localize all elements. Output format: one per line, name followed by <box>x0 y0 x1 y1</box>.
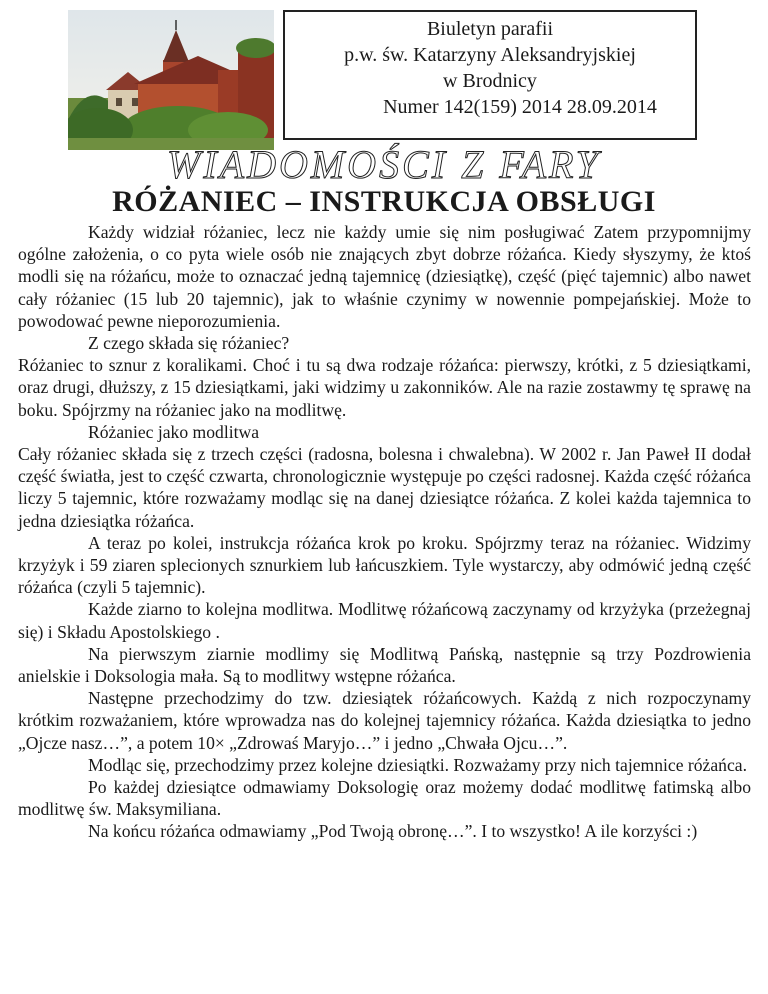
parish-name: p.w. św. Katarzyny Aleksandryjskiej <box>344 44 636 66</box>
bulletin-info-box <box>283 10 697 140</box>
article-title: RÓŻANIEC – INSTRUKCJA OBSŁUGI <box>112 185 656 218</box>
issue-number: Numer 142(159) 2014 28.09.2014 <box>383 96 657 118</box>
bulletin-name: Biuletyn parafii <box>426 18 554 40</box>
article-paragraph: Po każdej dziesiątce odmawiamy Doksologię oraz możemy dodać modlitwę fatimską albo modlitwę św. Maksymiliana. <box>18 777 751 820</box>
article-body <box>18 221 751 843</box>
article-paragraph: Cały różaniec składa się z trzech części (radosna, bolesna i chwalebna). W 2002 r. Jan Paweł II dodał część światła, jest to część czwarta, chronologicznie występuje po części radosnej. Każda część różańca liczy 5 tajemnic, które rozważamy modląc się na danej dziesiątce różańca. Z kolei każda tajemnica to jedna dziesiątka różańca. <box>18 444 751 531</box>
article-paragraph: Następne przechodzimy do tzw. dziesiątek różańcowych. Każdą z nich rozpoczynamy krótkim rozważaniem, które wprowadza nas do kolejnej tajemnicy różańca. Każda dziesiątka to jedno „Ojcze nasz…”, a potem 10× „Zdrowaś Maryjo…” i jedno „Chwała Ojcu…”. <box>18 688 751 753</box>
article-paragraph: Każdy widział różaniec, lecz nie każdy umie się nim posługiwać Zatem przypomnijmy ogólne założenia, o co pyta wiele osób nie znających zbyt dobrze różańca. Kiedy słyszymy, że ktoś modli się na różańcu, może to oznaczać jedną tajemnicę (dziesiątkę), część (pięć tajemnic) albo nawet cały różaniec (15 lub 20 tajemnic), jak to właśnie czynimy w nowennie pompejańskiej. Może to powodować pewne nieporozumienia. <box>18 222 751 331</box>
article-subheading: Różaniec jako modlitwa <box>88 421 259 442</box>
parish-location: w Brodnicy <box>443 70 537 92</box>
article-paragraph: Na końcu różańca odmawiamy „Pod Twoją obronę…”. I to wszystko! A ile korzyści :) <box>88 821 698 842</box>
article-paragraph: Modląc się, przechodzimy przez kolejne dziesiątki. Rozważamy przy nich tajemnice różańca. <box>88 754 747 775</box>
article-paragraph: Różaniec to sznur z koralikami. Choć i tu są dwa rodzaje różańca: pierwszy, krótki, z 5 dziesiątkami, oraz drugi, dłuższy, z 15 dziesiątkami, jaki widzimy u zakonników. Ale na razie zostawmy tę sprawę na boku. Spójrzmy na różaniec jako na modlitwę. <box>18 355 751 420</box>
church-photo <box>68 10 274 150</box>
article-paragraph: Na pierwszym ziarnie modlimy się Modlitwą Pańską, następnie są trzy Pozdrowienia anielskie i Doksologia mała. Są to modlitwy wstępne różańca. <box>18 643 751 687</box>
article-subheading: Z czego składa się różaniec? <box>88 333 290 354</box>
article-paragraph: Każde ziarno to kolejna modlitwa. Modlitwę różańcową zaczynamy od krzyżyka (przeżegnaj się) i Składu Apostolskiego . <box>18 599 751 642</box>
bulletin-title: WIADOMOŚCI Z FARY <box>167 142 601 187</box>
article-paragraph: A teraz po kolei, instrukcja różańca krok po kroku. Spójrzmy teraz na różaniec. Widzimy krzyżyk i 59 ziaren splecionych sznurkiem lub łańcuszkiem. Tyle wystarczy, aby odmówić jedną część różańca (czyli 5 tajemnic). <box>18 532 751 598</box>
